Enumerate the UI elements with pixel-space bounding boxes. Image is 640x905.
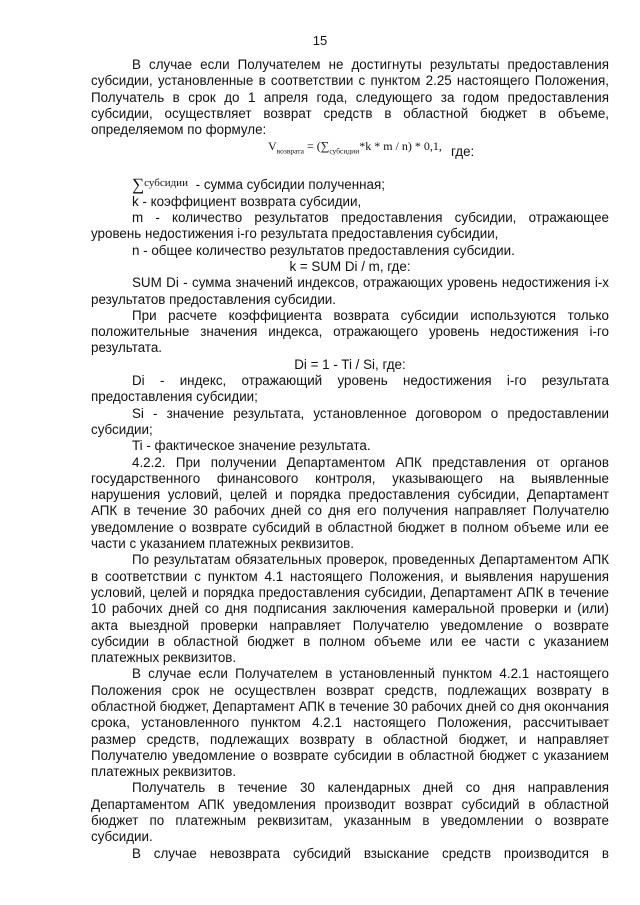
formula-k: k = SUM Di / m, где: bbox=[289, 258, 411, 274]
definition-si: Si - значение результата, установленное договором о предоставлении субсидии; bbox=[91, 405, 609, 437]
formula-v-sub: возврата bbox=[276, 146, 304, 156]
paragraph-recipient-return: Получатель в течение 30 календарных дней со дня направления Департаментом АПК уведомления производит возврат субсидий в областной бюджет по платежным реквизитам, указанным в уведомлении о возврате субсидии. bbox=[91, 780, 609, 845]
return-volume-formula bbox=[91, 138, 609, 172]
definition-sum-subsidy bbox=[91, 175, 609, 193]
sum-symbol: ∑ bbox=[132, 175, 145, 195]
sum-description: - сумма субсидии полученная; bbox=[191, 177, 385, 193]
definition-k: k - коэффициент возврата субсидии, bbox=[132, 193, 362, 209]
formula-sum-sub: субсидии bbox=[329, 146, 360, 156]
paragraph-enforcement: В случае невозврата субсидий взыскание средств производится в bbox=[132, 845, 609, 861]
formula-rest: *k * m / n) * 0,1, bbox=[359, 139, 442, 154]
paragraph-inspection-results: По результатам обязательных проверок, проведенных Департаментом АПК в соответствии с пунктом 4.1 настоящего Положения, и выявления нарушения условий, целей и порядка предоставления субсидии, Департамент АПК в течение 10 рабочих дней со дня подписания заключения камеральной проверки и (или) акта выездной проверки направляет Получателю уведомление о возврате субсидии в областной бюджет в полном объеме или ее части с указанием платежных реквизитов. bbox=[91, 552, 609, 666]
definition-di: Di - индекс, отражающий уровень недостижения i-го результата предоставления субсидии; bbox=[91, 373, 609, 405]
formula-eq-open: = ( bbox=[304, 139, 321, 154]
formula-di: Di = 1 - Ti / Si, где: bbox=[294, 356, 406, 372]
paragraph-positive-values: При расчете коэффициента возврата субсидии используются только положительные значения индекса, отражающего уровень недостижения i-го результата. bbox=[91, 307, 609, 356]
formula-sum-sign: ∑ bbox=[320, 139, 330, 154]
paragraph-no-return: В случае если Получателем в установленный пунктом 4.2.1 настоящего Положения срок не осуществлен возврат средств, подлежащих возврату в областной бюджет, Департамент АПК в течение 30 рабочих дней со дня окончания срока, установленного пунктом 4.2.1 настоящего Положения, рассчитывает размер средств, подлежащих возврату в областной бюджет, и направляет Получателю уведомление о возврате субсидии в областной бюджет с указанием платежных реквизитов. bbox=[91, 666, 609, 780]
definition-ti: Ti - фактическое значение результата. bbox=[132, 438, 371, 454]
paragraph-return-condition: В случае если Получателем не достигнуты результаты предоставления субсидии, установленные в соответствии с пунктом 2.25 настоящего Положения, Получатель в срок до 1 апреля года, следующего за годом предоставления субсидии, осуществляет возврат средств в областной бюджет в объеме, определяемом по формуле: bbox=[91, 57, 609, 138]
definition-n: n - общее количество результатов предоставления субсидии. bbox=[132, 242, 515, 258]
page-number: 15 bbox=[312, 33, 328, 48]
document-body bbox=[91, 57, 609, 862]
formula-expression bbox=[268, 138, 442, 160]
definition-m: m - количество результатов предоставления субсидии, отражающее уровень недостижения i-го результата предоставления субсидии, bbox=[91, 210, 609, 242]
sum-symbol-sub: субсидии bbox=[144, 177, 188, 190]
paragraph-4-2-2: 4.2.2. При получении Департаментом АПК представления от органов государственного финансового контроля, указывающего на выявленные нарушения условий, целей и порядка предоставления субсидии, Департамент АПК в течение 30 рабочих дней со дня его получения направляет Получателю уведомление о возврате субсидий в областной бюджет в полном объеме или ее части с указанием платежных реквизитов. bbox=[91, 454, 609, 552]
formula-v: V bbox=[268, 139, 277, 154]
definition-sum-di: SUM Di - сумма значений индексов, отражающих уровень недостижения i-х результатов предоставления субсидии. bbox=[91, 275, 609, 307]
formula-where-label: где: bbox=[451, 144, 475, 160]
